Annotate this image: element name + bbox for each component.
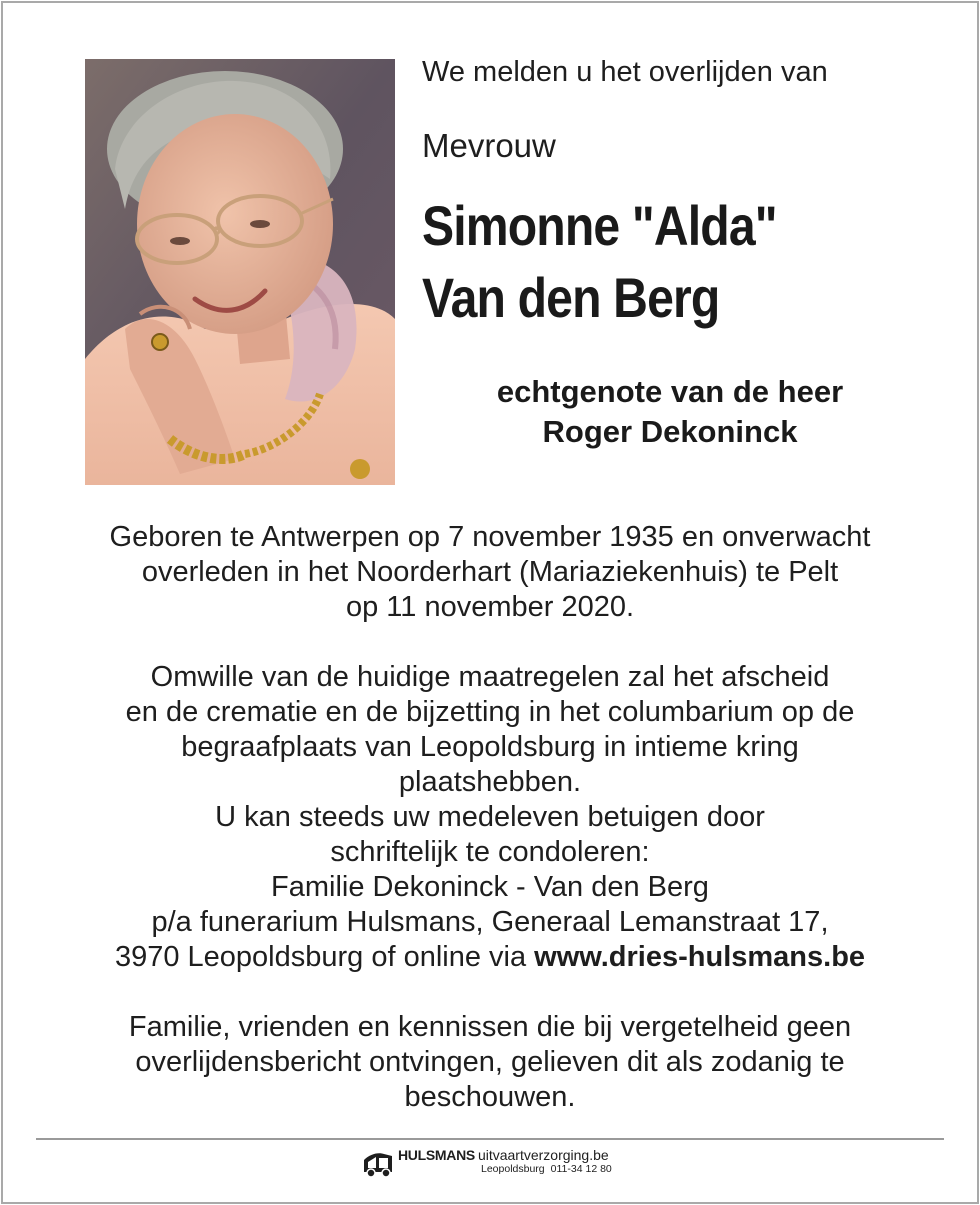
arrangements-line-1: Omwille van de huidige maatregelen zal het afscheid — [150, 661, 830, 693]
deceased-name — [422, 190, 777, 334]
salutation: Mevrouw — [422, 127, 556, 164]
closing-line-2: overlijdensbericht ontvingen, gelieven dit als zodanig te — [135, 1046, 845, 1078]
birth-death-line-1: Geboren te Antwerpen op 7 november 1935 en onverwacht — [109, 521, 871, 553]
notice-body — [40, 520, 940, 1115]
name-line-1: Simonne "Alda" — [422, 194, 777, 257]
portrait-photo — [85, 59, 395, 485]
birth-death-line-3: op 11 november 2020. — [345, 591, 635, 623]
closing-line-1: Familie, vrienden en kennissen die bij vergetelheid geen — [128, 1011, 852, 1043]
footer-city: Leopoldsburg — [481, 1163, 545, 1175]
birth-death-line-2: overleden in het Noorderhart (Mariaziekenhuis) te Pelt — [141, 556, 839, 588]
arrangements-line-3: begraafplaats van Leopoldsburg in intieme kring — [181, 731, 799, 763]
footer-brand — [362, 1147, 612, 1181]
address-prefix: 3970 Leopoldsburg of online via — [114, 941, 535, 973]
arrangements-line-6: schriftelijk te condoleren: — [330, 836, 650, 868]
footer-phone: 011-34 12 80 — [550, 1163, 612, 1175]
arrangements-line-2: en de crematie en de bijzetting in het columbarium op de — [125, 696, 855, 728]
website-link[interactable]: www.dries-hulsmans.be — [534, 941, 866, 973]
hearse-icon — [362, 1148, 394, 1178]
arrangements-line-8: p/a funerarium Hulsmans, Generaal Lemanstraat 17, — [151, 906, 829, 938]
footer-website[interactable]: uitvaartverzorging.be — [477, 1147, 609, 1163]
address-line — [40, 940, 940, 975]
brand-name: HULSMANS — [398, 1147, 475, 1163]
arrangements-line-7: Familie Dekoninck - Van den Berg — [271, 871, 709, 903]
closing-line-3: beschouwen. — [404, 1081, 576, 1113]
name-line-2: Van den Berg — [422, 266, 720, 329]
arrangements-line-4: plaatshebben. — [398, 766, 582, 798]
spouse-line-2: Roger Dekoninck — [542, 414, 798, 449]
spouse-line-1: echtgenote van de heer — [496, 374, 844, 409]
intro-text: We melden u het overlijden van — [422, 56, 828, 88]
spouse-info — [440, 372, 900, 452]
arrangements-line-5: U kan steeds uw medeleven betuigen door — [215, 801, 765, 833]
footer-divider — [36, 1138, 944, 1140]
